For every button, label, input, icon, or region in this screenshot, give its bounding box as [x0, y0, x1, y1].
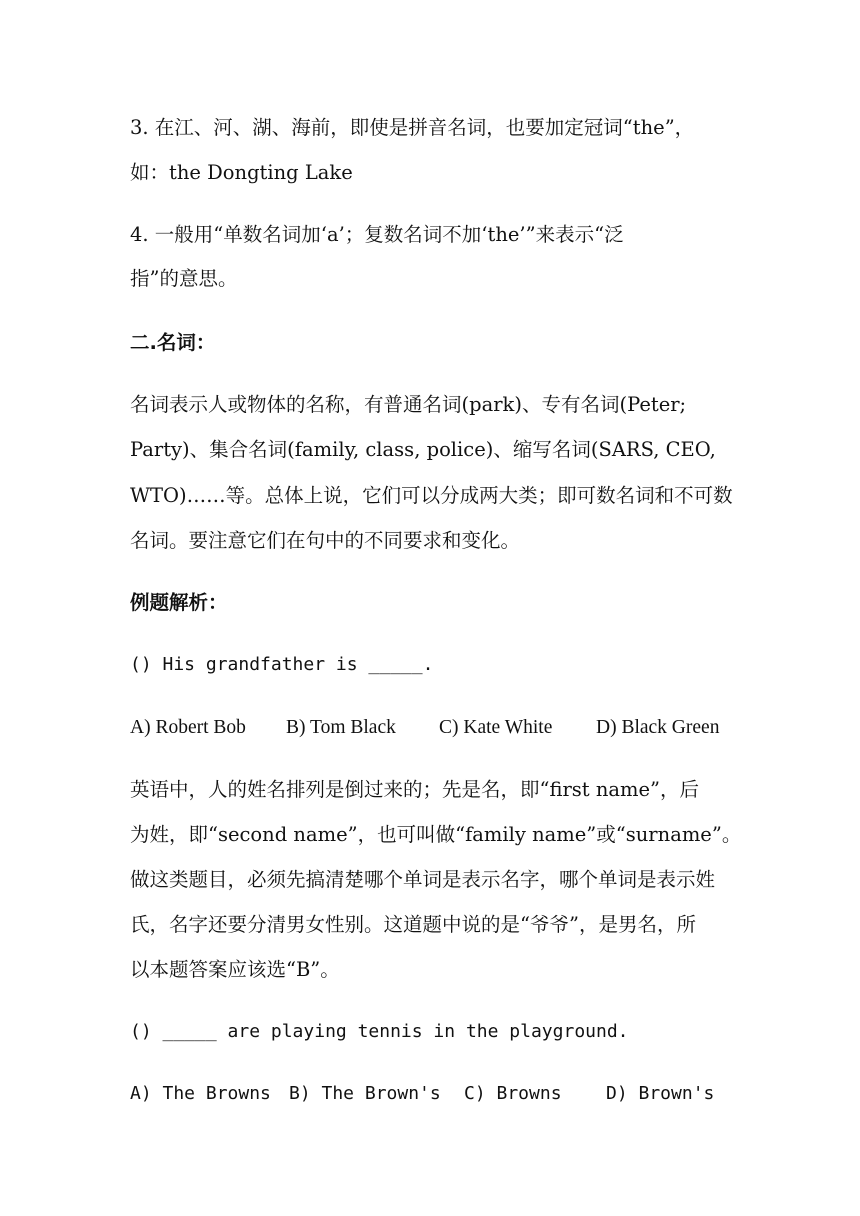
question-2-option-a: A) The Browns [130, 1083, 271, 1104]
explanation-line-3: 做这类题目，必须先搞清楚哪个单词是表示名字，哪个单词是表示姓 [130, 868, 716, 891]
noun-paragraph-line-2: Party)、集合名词(family, class, police)、缩写名词(SARS, CEO, [130, 438, 716, 461]
noun-paragraph-line-4: 名词。要注意它们在句中的不同要求和变化。 [130, 529, 521, 552]
noun-paragraph-line-1: 名词表示人或物体的名称，有普通名词(park)、专有名词(Peter; [130, 393, 687, 416]
question-2-option-c: C) Browns [464, 1083, 562, 1104]
question-2-stem: () _____ are playing tennis in the playground. [130, 1021, 629, 1042]
explanation-line-1: 英语中，人的姓名排列是倒过来的；先是名，即“first name”，后 [130, 778, 700, 801]
rule-3-line-2: 如：the Dongting Lake [130, 161, 353, 184]
noun-paragraph-line-3: WTO)……等。总体上说，它们可以分成两大类；即可数名词和不可数 [130, 484, 733, 507]
question-2-option-b: B) The Brown's [289, 1083, 441, 1104]
explanation-line-4: 氏，名字还要分清男女性别。这道题中说的是“爷爷”，是男名，所 [130, 913, 696, 936]
explanation-line-2: 为姓，即“second name”，也可叫做“family name”或“surname”。 [130, 823, 742, 846]
question-2-option-d: D) Brown's [606, 1083, 715, 1104]
question-1-option-b: B) Tom Black [286, 717, 396, 738]
question-1-option-c: C) Kate White [439, 717, 553, 738]
question-1-option-a: A) Robert Bob [130, 717, 246, 738]
examples-heading: 例题解析： [130, 591, 228, 614]
explanation-line-5: 以本题答案应该选“B”。 [130, 958, 340, 981]
noun-section-heading: 二.名词： [130, 331, 216, 354]
rule-3-line-1: 3. 在江、河、湖、海前，即使是拼音名词，也要加定冠词“the”， [130, 116, 695, 139]
question-1-stem: () His grandfather is _____. [130, 654, 434, 675]
question-1-option-d: D) Black Green [596, 717, 720, 738]
rule-4-line-1: 4. 一般用“单数名词加‘a’；复数名词不加‘the’”来表示“泛 [130, 223, 624, 246]
rule-4-line-2: 指”的意思。 [130, 267, 238, 290]
